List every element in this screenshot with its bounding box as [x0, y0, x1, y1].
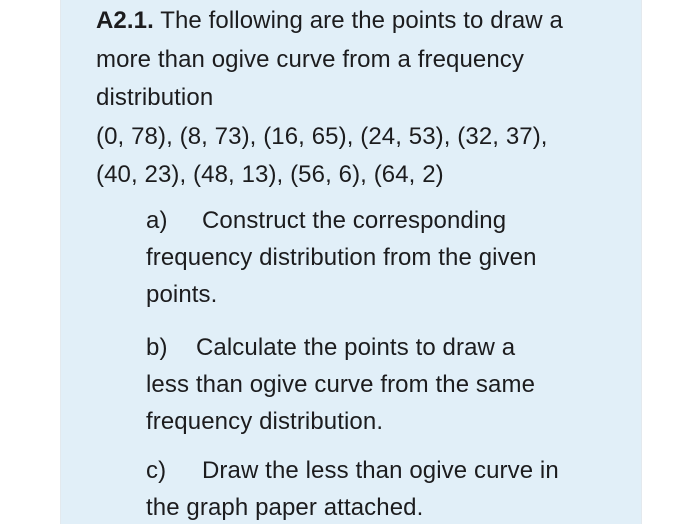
question-text — [96, 2, 626, 195]
part-a-text-1: Construct the corresponding — [202, 207, 507, 234]
question-number: A2.1. — [96, 7, 154, 34]
part-b-line-3: frequency distribution. — [146, 408, 384, 435]
part-c-text-1: Draw the less than ogive curve in — [202, 457, 559, 484]
part-b-line-1 — [146, 329, 616, 366]
points-line-2: (40, 23), (48, 13), (56, 6), (64, 2) — [96, 161, 444, 188]
part-a-line-3: points. — [146, 281, 218, 308]
question-intro-2: more than ogive curve from a frequency — [96, 45, 525, 73]
right-divider — [641, 0, 642, 524]
part-a-line-1 — [146, 202, 616, 239]
part-c-line-1 — [146, 452, 616, 489]
part-b — [146, 329, 616, 440]
part-c — [146, 452, 616, 524]
part-c-line-2: the graph paper attached. — [146, 494, 424, 521]
part-a-line-2: frequency distribution from the given — [146, 244, 537, 271]
part-a-marker: a) — [146, 207, 168, 234]
question-heading-line — [96, 2, 626, 41]
question-intro-3: distribution — [96, 84, 214, 111]
points-line-1: (0, 78), (8, 73), (16, 65), (24, 53), (32, 37), — [96, 122, 548, 150]
part-b-marker: b) — [146, 334, 168, 361]
part-b-line-2: less than ogive curve from the same — [146, 371, 536, 398]
question-intro-1: The following are the points to draw a — [160, 7, 563, 34]
part-c-marker: c) — [146, 457, 167, 484]
part-b-text-1: Calculate the points to draw a — [196, 334, 516, 361]
part-a — [146, 202, 616, 313]
